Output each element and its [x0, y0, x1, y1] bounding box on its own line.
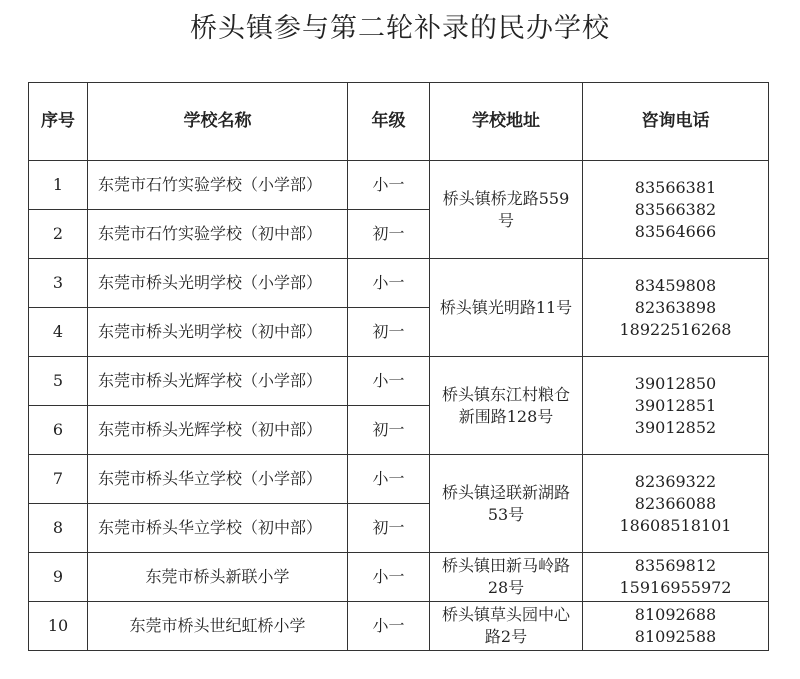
- seq-cell: 7: [29, 455, 88, 504]
- grade-cell: 小一: [348, 553, 430, 602]
- grade-cell: 小一: [348, 455, 430, 504]
- phone-number: 82369322: [634, 471, 717, 491]
- school-name-cell: 东莞市桥头光辉学校（初中部）: [88, 406, 348, 455]
- table-row: [29, 455, 769, 504]
- grade-cell: 小一: [348, 259, 430, 308]
- phone-number: 18608518101: [619, 515, 732, 535]
- seq-cell: 2: [29, 210, 88, 259]
- table-row: [29, 553, 769, 602]
- address-cell: 桥头镇田新马岭路28号: [430, 553, 583, 602]
- table-row: [29, 161, 769, 210]
- table-row: [29, 357, 769, 406]
- schools-table: [28, 82, 769, 651]
- school-name-cell: 东莞市桥头世纪虹桥小学: [88, 602, 348, 651]
- phone-cell: [583, 161, 769, 259]
- phone-number: 83459808: [634, 275, 717, 295]
- school-name-cell: 东莞市桥头华立学校（初中部）: [88, 504, 348, 553]
- address-cell: 桥头镇草头园中心路2号: [430, 602, 583, 651]
- school-name-cell: 东莞市桥头华立学校（小学部）: [88, 455, 348, 504]
- seq-cell: 8: [29, 504, 88, 553]
- school-name-cell: 东莞市石竹实验学校（小学部）: [88, 161, 348, 210]
- phone-cell: [583, 357, 769, 455]
- phone-number: 39012850: [634, 373, 717, 393]
- phone-number: 82363898: [634, 297, 717, 317]
- phone-number: 83566382: [634, 199, 717, 219]
- seq-cell: 10: [29, 602, 88, 651]
- header-school-name: 学校名称: [88, 83, 348, 161]
- phone-cell: [583, 259, 769, 357]
- school-name-cell: 东莞市桥头光明学校（小学部）: [88, 259, 348, 308]
- header-address: 学校地址: [430, 83, 583, 161]
- seq-cell: 9: [29, 553, 88, 602]
- grade-cell: 初一: [348, 504, 430, 553]
- phone-number: 83569812: [634, 556, 717, 575]
- phone-cell: [583, 553, 769, 602]
- phone-number: 39012851: [634, 395, 717, 415]
- page-title: 桥头镇参与第二轮补录的民办学校: [190, 13, 610, 44]
- school-name-cell: 东莞市桥头新联小学: [88, 553, 348, 602]
- phone-cell: [583, 455, 769, 553]
- table-row: [29, 602, 769, 651]
- address-cell: 桥头镇桥龙路559号: [430, 161, 583, 259]
- phone-cell: [583, 602, 769, 651]
- phone-number: 39012852: [634, 417, 717, 437]
- seq-cell: 6: [29, 406, 88, 455]
- school-name-cell: 东莞市桥头光辉学校（小学部）: [88, 357, 348, 406]
- phone-number: 82366088: [634, 493, 717, 513]
- address-cell: 桥头镇迳联新湖路53号: [430, 455, 583, 553]
- address-cell: 桥头镇东江村粮仓新围路128号: [430, 357, 583, 455]
- address-cell: 桥头镇光明路11号: [430, 259, 583, 357]
- grade-cell: 初一: [348, 210, 430, 259]
- grade-cell: 小一: [348, 602, 430, 651]
- phone-number: 18922516268: [619, 319, 732, 339]
- school-name-cell: 东莞市桥头光明学校（初中部）: [88, 308, 348, 357]
- seq-cell: 3: [29, 259, 88, 308]
- header-grade: 年级: [348, 83, 430, 161]
- grade-cell: 初一: [348, 308, 430, 357]
- header-phone: 咨询电话: [583, 83, 769, 161]
- grade-cell: 小一: [348, 161, 430, 210]
- phone-number: 15916955972: [619, 578, 732, 597]
- seq-cell: 5: [29, 357, 88, 406]
- grade-cell: 小一: [348, 357, 430, 406]
- header-seq: 序号: [29, 83, 88, 161]
- seq-cell: 1: [29, 161, 88, 210]
- table-row: [29, 259, 769, 308]
- grade-cell: 初一: [348, 406, 430, 455]
- seq-cell: 4: [29, 308, 88, 357]
- table-header-row: [29, 83, 769, 161]
- phone-number: 81092588: [634, 627, 717, 646]
- phone-number: 81092688: [634, 605, 717, 624]
- phone-number: 83566381: [634, 177, 717, 197]
- school-name-cell: 东莞市石竹实验学校（初中部）: [88, 210, 348, 259]
- phone-number: 83564666: [634, 221, 717, 241]
